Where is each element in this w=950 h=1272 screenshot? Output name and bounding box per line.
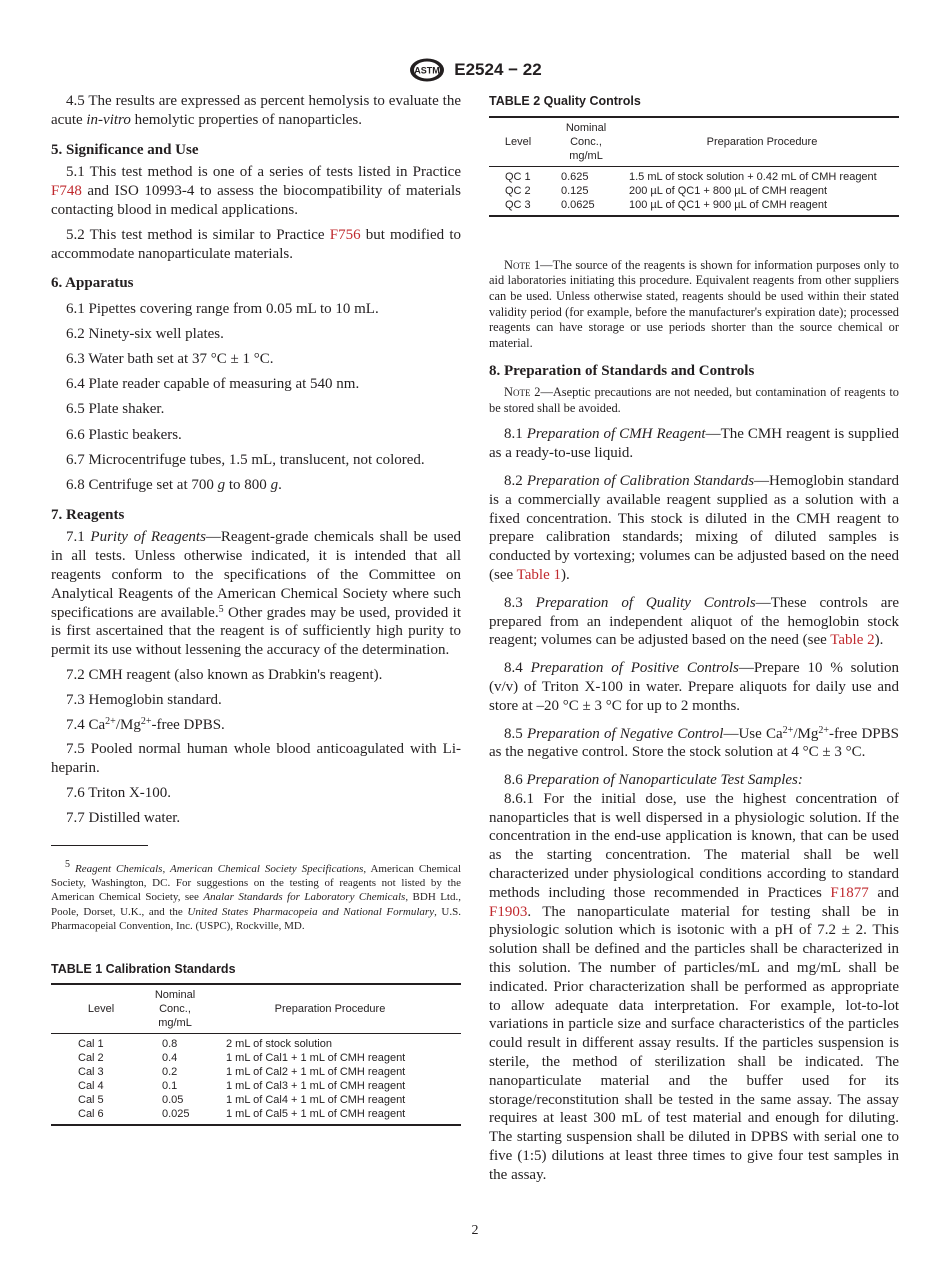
- link-table-2[interactable]: Table 2: [830, 632, 875, 649]
- paragraph-8-4: 8.4 Preparation of Positive Controls—Prepare 10 % solution (v/v) of Triton X-100 in water. Prepare aliquots for daily use and store at –20 °C ± 3 °C for up to 2 months.: [489, 660, 900, 714]
- link-table-1[interactable]: Table 1: [516, 566, 561, 583]
- table-header-procedure: Preparation Procedure: [706, 135, 818, 148]
- link-f1877[interactable]: F1877: [830, 884, 869, 901]
- note-1: Note 1—The source of the reagents is shown for information purposes only to aid laboratories initiating this procedure. Equivalent reagents from other suppliers can be used. Unless otherwise stated, reagents should be used within their stated validity period (for example, before the manufacturer's expiration date); processed reagents can have storage or use periods shorter than the source chemical or material.: [489, 257, 899, 350]
- paragraph-8-1: 8.1 Preparation of CMH Reagent—The CMH reagent is supplied as a ready-to-use liquid.: [489, 426, 900, 462]
- apparatus-item: 6.6 Plastic beakers.: [66, 426, 182, 443]
- apparatus-item: 6.3 Water bath set at 37 °C ± 1 °C.: [66, 350, 274, 367]
- paragraph-7-1: 7.1 Purity of Reagents—Reagent-grade chemicals shall be used in all tests. Unless otherwise indicated, it is intended that all reagents conform to the specifications of the Committee on Analytical Reagents of the American Chemical Society where such specifications are available.$^5$ Other grades may be used, provided it is first ascertained that the reagent is of sufficiently high purity to permit its use without lessening the accuracy of the determination.: [51, 529, 461, 659]
- section-7-heading: 7. Reagents: [51, 506, 125, 523]
- paragraph-8-2: 8.2 Preparation of Calibration Standards—Hemoglobin standard is a commercially available reagent supplied as a solution with a fixed concentration. This stock is diluted in the CMH reagent to prepare calibration standards; mixing of diluted samples is conducted by vortexing; volumes can be adjusted based on the need (see Table 1).: [489, 472, 899, 583]
- section-8-heading: 8. Preparation of Standards and Controls: [489, 363, 755, 380]
- link-f1903[interactable]: F1903: [489, 903, 528, 920]
- right-column: [489, 92, 899, 1185]
- page-header: [0, 56, 950, 84]
- astm-logo-icon: [408, 57, 446, 83]
- paragraph-7-5: 7.5 Pooled normal human whole blood anticoagulated with Li-heparin.: [51, 741, 461, 777]
- section-5-heading: 5. Significance and Use: [51, 141, 199, 158]
- paragraph-7-2: 7.2 CMH reagent (also known as Drabkin's reagent).: [66, 667, 383, 684]
- paragraph-5-2: 5.2 This test method is similar to Practice F756 but modified to accommodate nanoparticulate materials.: [51, 226, 461, 262]
- document-designation: E2524 − 22: [454, 60, 542, 79]
- apparatus-item: 6.1 Pipettes covering range from 0.05 mL to 10 mL.: [66, 300, 379, 317]
- page-number: 2: [471, 1223, 479, 1238]
- section-6-heading: 6. Apparatus: [51, 275, 134, 292]
- footnote-ref: 5: [218, 603, 224, 615]
- paragraph-4-5: 4.5 The results are expressed as percent hemolysis to evaluate the acute in-vitro hemolytic properties of nanoparticles.: [51, 93, 461, 128]
- link-f748[interactable]: F748: [51, 183, 82, 200]
- table-row: Cal 5 0.05 1 mL of Cal4 + 1 mL of CMH reagent: [78, 1094, 406, 1107]
- paragraph-8-5: 8.5 Preparation of Negative Control—Use $Ca^{2+}/Mg^{2+}$-free DPBS as the negative control. Store the stock solution at 4 °C ± 3 °C.: [489, 724, 899, 761]
- table-header-procedure: Preparation Procedure: [274, 1003, 386, 1016]
- apparatus-item: 6.7 Microcentrifuge tubes, 1.5 mL, translucent, not colored.: [66, 451, 425, 468]
- left-column: [51, 92, 461, 1126]
- table-header-level: Level: [87, 1003, 115, 1016]
- table-row: Cal 4 0.1 1 mL of Cal3 + 1 mL of CMH reagent: [78, 1080, 406, 1093]
- calibration-standards-table: [51, 983, 461, 1126]
- apparatus-item: 6.4 Plate reader capable of measuring at 540 nm.: [66, 376, 360, 393]
- paragraph-7-3: 7.3 Hemoglobin standard.: [66, 691, 222, 708]
- table-row: QC 3 0.0625 100 µL of QC1 + 900 µL of CMH reagent: [505, 198, 828, 211]
- paragraph-8-6-1: 8.6.1 For the initial dose, use the highest concentration of nanoparticles that is well dispersed in a physiologic solution. If the concentration in the end-use application is known, that can be used as the starting concentration. The material shall be well characterized under physiological conditions according to standard methods including those recommended in Practices F1877 and F1903. The nanoparticulate material for testing shall be in physiologic solution which is isotonic with a pH of 7.2 ± 2. This solution shall be defined and the particles shall be characterized in this solution. The number of particles/mL and mg/mL shall be indicated. Prior characterization shall be performed as appropriate to allow adequate data interpretation. For example, lot-to-lot variations in particle size and surface characteristics of the particles could result in different assay results. If the particles suspension is sterile, the method of sterilization shall be indicated. The nanoparticulate material and the buffer used for its storage/reconstitution shall be tested in the same assay. The assay requires at least 300 mL of test material and enough for diluting. The starting suspension shall be diluted in DPBS with serial one to five (1:5) dilutions at least three times to give four test samples in the assay.: [489, 790, 899, 1183]
- table-header-level: Level: [504, 135, 532, 148]
- table-1: [51, 960, 461, 1127]
- apparatus-item: 6.5 Plate shaker.: [66, 401, 165, 418]
- table-row: Cal 3 0.2 1 mL of Cal2 + 1 mL of CMH reagent: [78, 1066, 406, 1079]
- link-f756[interactable]: F756: [329, 226, 361, 243]
- paragraph-8-3: 8.3 Preparation of Quality Controls—These controls are prepared from an independent aliquot of the hemoglobin stock reagent; volumes can be adjusted based on the need (see Table 2).: [489, 594, 899, 649]
- apparatus-item: 6.2 Ninety-six well plates.: [66, 325, 224, 342]
- table-header-conc: Nominal Conc., mg/mL: [565, 121, 607, 162]
- table-header-conc: Nominal Conc., mg/mL: [154, 989, 196, 1030]
- apparatus-item: 6.8 Centrifuge set at 700 g to 800 g.: [66, 476, 282, 493]
- paragraph-7-7: 7.7 Distilled water.: [66, 809, 181, 826]
- paragraph-8-6: 8.6 Preparation of Nanoparticulate Test Samples:: [504, 772, 803, 789]
- paragraph-7-6: 7.6 Triton X-100.: [66, 785, 172, 802]
- table-row: QC 2 0.125 200 µL of QC1 + 800 µL of CMH reagent: [505, 184, 828, 197]
- table-2: [489, 92, 899, 217]
- table-2-title: TABLE 2 Quality Controls: [489, 94, 641, 108]
- table-row: QC 1 0.625 1.5 mL of stock solution + 0.42 mL of CMH reagent: [505, 170, 877, 183]
- table-row: Cal 6 0.025 1 mL of Cal5 + 1 mL of CMH reagent: [78, 1108, 406, 1121]
- svg-text:ASTM: ASTM: [414, 65, 441, 76]
- table-row: Cal 1 0.8 2 mL of stock solution: [78, 1038, 332, 1051]
- footnote-5: $^5$ Reagent Chemicals, American Chemical Society Specifications, American Chemical Society, Washington, DC. For suggestions on the testing of reagents not listed by the American Chemical Society, see Analar Standards for Laboratory Chemicals, BDH Ltd., Poole, Dorset, U.K., and the United States Pharmacopeia and National Formulary, U.S. Pharmacopeial Convention, Inc. (USPC), Rockville, MD.: [51, 858, 461, 933]
- table-1-title: TABLE 1 Calibration Standards: [51, 961, 236, 976]
- note-2: Note 2—Aseptic precautions are not needed, but contamination of reagents to be stored shall be avoided.: [489, 385, 899, 415]
- quality-controls-table: [489, 116, 899, 217]
- table-row: Cal 2 0.4 1 mL of Cal1 + 1 mL of CMH reagent: [78, 1052, 406, 1065]
- paragraph-5-1: 5.1 This test method is one of a series of tests listed in Practice F748 and ISO 10993-4 to assess the biocompatibility of materials contacting blood in medical applications.: [51, 164, 461, 218]
- footnote-divider: [51, 845, 148, 846]
- paragraph-7-4: 7.4 $Ca^{2+}/Mg^{2+}$-free DPBS.: [66, 715, 225, 733]
